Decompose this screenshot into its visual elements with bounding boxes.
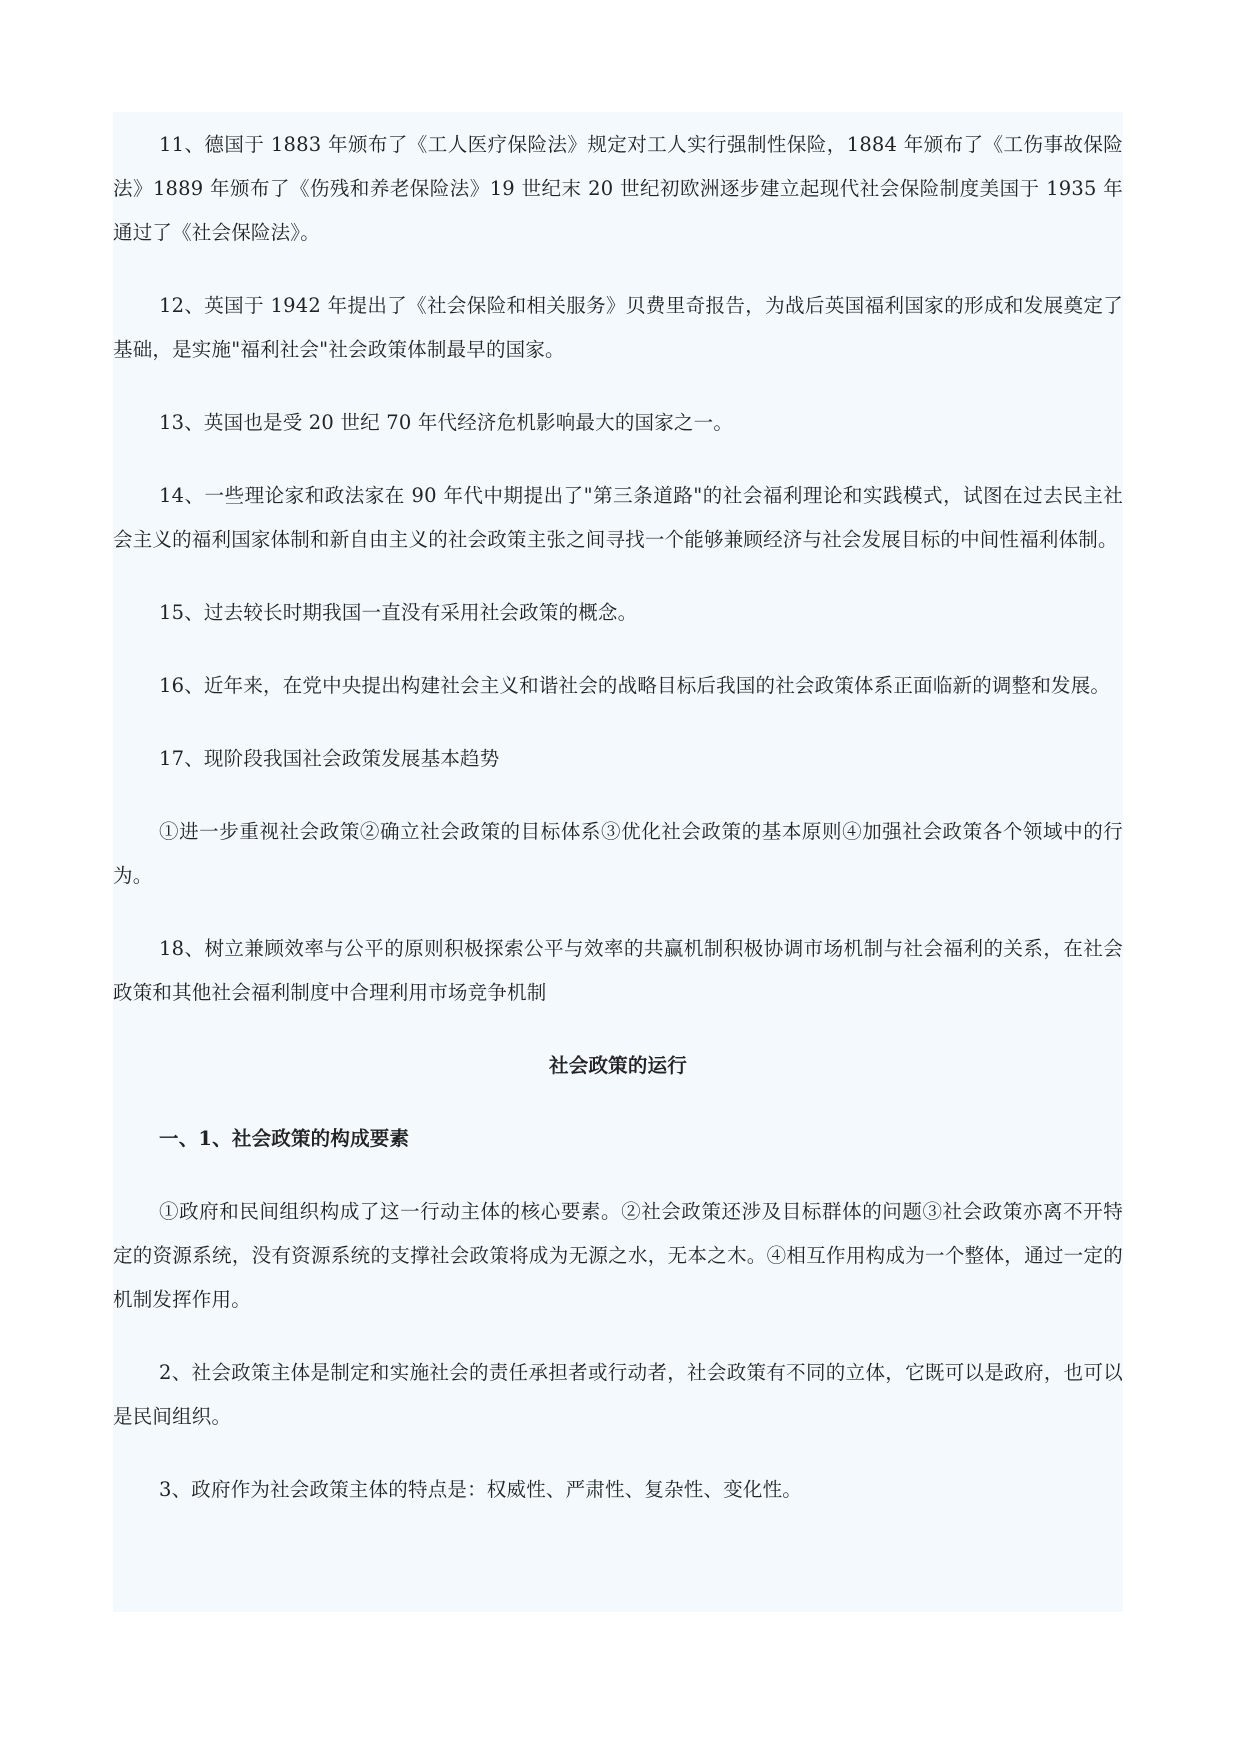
document-page [113,112,1123,1612]
paragraph-18: 18、树立兼顾效率与公平的原则积极探索公平与效率的共赢机制积极协调市场机制与社会福利的关系，在社会政策和其他社会福利制度中合理利用市场竞争机制 [113,937,1123,1004]
paragraph-government: 3、政府作为社会政策主体的特点是：权威性、严肃性、复杂性、变化性。 [159,1478,803,1501]
subheading: 一、1、社会政策的构成要素 [159,1127,410,1150]
paragraph-14: 14、一些理论家和政法家在 90 年代中期提出了"第三条道路"的社会福利理论和实践模式，试图在过去民主社会主义的福利国家体制和新自由主义的社会政策主张之间寻找一个能够兼顾经济与社会发展目标的中间性福利体制。 [113,484,1123,551]
paragraph-17: 17、现阶段我国社会政策发展基本趋势 [159,747,500,770]
paragraph-11: 11、德国于 1883 年颁布了《工人医疗保险法》规定对工人实行强制性保险，1884 年颁布了《工伤事故保险法》1889 年颁布了《伤残和养老保险法》19 世纪末 20 世纪初欧洲逐步建立起现代社会保险制度美国于 1935 年通过了《社会保险法》。 [113,133,1123,244]
paragraph-16: 16、近年来，在党中央提出构建社会主义和谐社会的战略目标后我国的社会政策体系正面临新的调整和发展。 [159,674,1111,697]
paragraph-17-items: ①进一步重视社会政策②确立社会政策的目标体系③优化社会政策的基本原则④加强社会政策各个领域中的行为。 [113,820,1123,887]
paragraph-13: 13、英国也是受 20 世纪 70 年代经济危机影响最大的国家之一。 [159,411,734,434]
paragraph-12: 12、英国于 1942 年提出了《社会保险和相关服务》贝费里奇报告，为战后英国福利国家的形成和发展奠定了基础，是实施"福利社会"社会政策体制最早的国家。 [113,294,1123,361]
paragraph-15: 15、过去较长时期我国一直没有采用社会政策的概念。 [159,601,638,624]
document-body [113,112,1123,1541]
paragraph-elements: ①政府和民间组织构成了这一行动主体的核心要素。②社会政策还涉及目标群体的问题③社会政策亦离不开特定的资源系统，没有资源系统的支撑社会政策将成为无源之水，无本之木。④相互作用构成为一个整体，通过一定的机制发挥作用。 [113,1200,1123,1311]
section-title: 社会政策的运行 [549,1054,687,1077]
paragraph-subject: 2、社会政策主体是制定和实施社会的责任承担者或行动者，社会政策有不同的立体，它既可以是政府，也可以是民间组织。 [113,1361,1123,1428]
